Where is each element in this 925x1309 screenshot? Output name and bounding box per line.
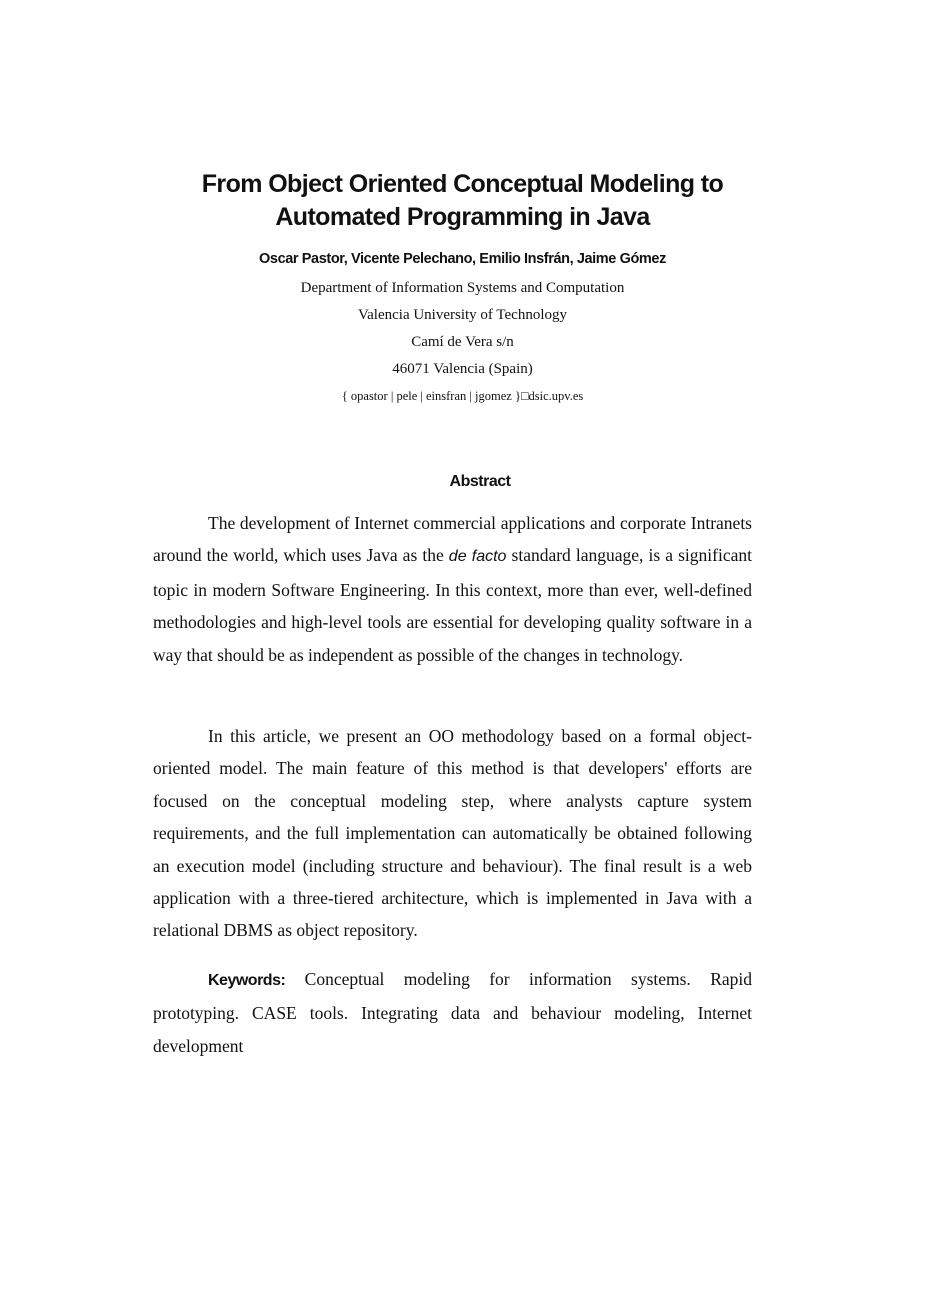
author-list: Oscar Pastor, Vicente Pelechano, Emilio Insfrán, Jaime Gómez (259, 251, 666, 267)
paper-title (100, 168, 825, 234)
keywords-paragraph (153, 963, 752, 1062)
abstract-heading: Abstract (449, 473, 511, 490)
abstract-paragraph-1 (153, 507, 752, 671)
affiliation-city: 46071 Valencia (Spain) (392, 361, 533, 377)
affiliation-university: Valencia University of Technology (357, 307, 568, 323)
abstract-p1-after: standard language, is a significant topic in modern Software Engineering. In this context, more than ever, well-defined methodologies and high-level tools are essential for developing quality software in a way that should be as independent as possible of the changes in technology. (153, 545, 752, 665)
author-emails: { opastor | pele | einsfran | jgomez }□dsic.upv.es (341, 389, 584, 403)
affiliation-department: Department of Information Systems and Computation (300, 280, 625, 296)
abstract-p1-italic: de facto (448, 548, 507, 566)
title-line-1: From Object Oriented Conceptual Modeling to (201, 170, 724, 198)
abstract-p1-before: The development of Internet commercial applications and corporate Intranets around the world, which uses Java as the (153, 513, 752, 566)
affiliation-street: Camí de Vera s/n (411, 334, 514, 350)
keywords-text: Conceptual modeling for information systems. Rapid prototyping. CASE tools. Integrating data and behaviour modeling, Internet development (153, 969, 752, 1056)
title-line-2: Automated Programming in Java (275, 203, 650, 231)
keywords-label: Keywords: (208, 972, 286, 989)
abstract-paragraph-2: In this article, we present an OO methodology based on a formal object-oriented model. The main feature of this method is that developers' efforts are focused on the conceptual modeling step, where analysts capture system requirements, and the full implementation can automatically be obtained following an execution model (including structure and behaviour). The final result is a web application with a three-tiered architecture, which is implemented in Java with a relational DBMS as object repository. (153, 726, 752, 941)
